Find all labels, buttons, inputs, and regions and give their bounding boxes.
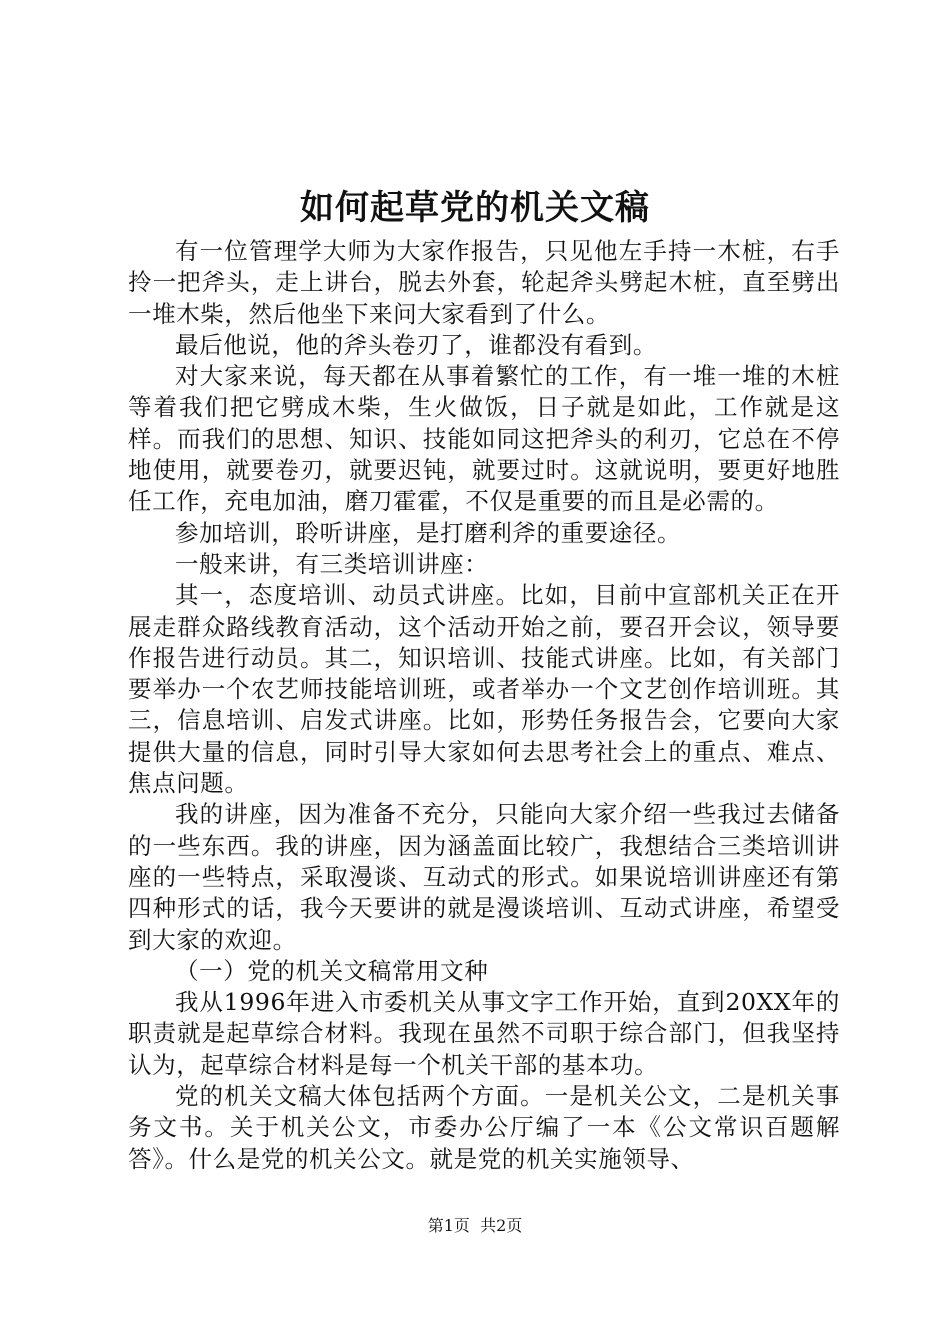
paragraph-6: 其一，态度培训、动员式讲座。比如，目前中宣部机关正在开展走群众路线教育活动，这个活动开始之前，要召开会议，领导要作报告进行动员。其二，知识培训、技能式讲座。比如，有关部门要举办一个农艺师技能培训班，或者举办一个文艺创作培训班。其三，信息培训、启发式讲座。比如，形势任务报告会，它要向大家提供大量的信息，同时引导大家如何去思考社会上的重点、难点、焦点问题。 — [128, 581, 840, 798]
section-heading: （一）党的机关文稿常用文种 — [175, 956, 489, 985]
paragraph-8: 我从1996年进入市委机关从事文字工作开始，直到20XX年的职责就是起草综合材料。我现在虽然不司职于综合部门，但我坚持认为，起草综合材料是每一个机关干部的基本功。 — [128, 988, 840, 1079]
document-body — [128, 236, 840, 1175]
paragraph-7: 我的讲座，因为准备不充分，只能向大家介绍一些我过去储备的一些东西。我的讲座，因为涵盖面比较广，我想结合三类培训讲座的一些特点，采取漫谈、互动式的形式。如果说培训讲座还有第四种形式的话，我今天要讲的就是漫谈培训、互动式讲座，希望受到大家的欢迎。 — [128, 800, 840, 954]
paragraph-1: 有一位管理学大师为大家作报告，只见他左手持一木桩，右手拎一把斧头，走上讲台，脱去外套，轮起斧头劈起木桩，直至劈出一堆木柴，然后他坐下来问大家看到了什么。 — [128, 237, 840, 328]
page-number: 第1页 — [427, 1216, 470, 1235]
page-footer — [0, 1216, 950, 1236]
page-total: 共2页 — [480, 1216, 523, 1235]
paragraph-4: 参加培训，聆听讲座，是打磨利斧的重要途径。 — [175, 518, 682, 547]
paragraph-2: 最后他说，他的斧头卷刃了，谁都没有看到。 — [175, 330, 657, 359]
paragraph-9: 党的机关文稿大体包括两个方面。一是机关公文，二是机关事务文书。关于机关公文，市委办公厅编了一本《公文常识百题解答》。什么是党的机关公文。就是党的机关实施领导、 — [128, 1082, 840, 1173]
document-title: 如何起草党的机关文稿 — [300, 188, 650, 228]
paragraph-3: 对大家来说，每天都在从事着繁忙的工作，有一堆一堆的木桩等着我们把它劈成木柴，生火做饭，日子就是如此，工作就是这样。而我们的思想、知识、技能如同这把斧头的利刃，它总在不停地使用，就要卷刃，就要迟钝，就要过时。这就说明，要更好地胜任工作，充电加油，磨刀霍霍，不仅是重要的而且是必需的。 — [128, 362, 840, 516]
paragraph-5: 一般来讲，有三类培训讲座： — [175, 549, 489, 578]
